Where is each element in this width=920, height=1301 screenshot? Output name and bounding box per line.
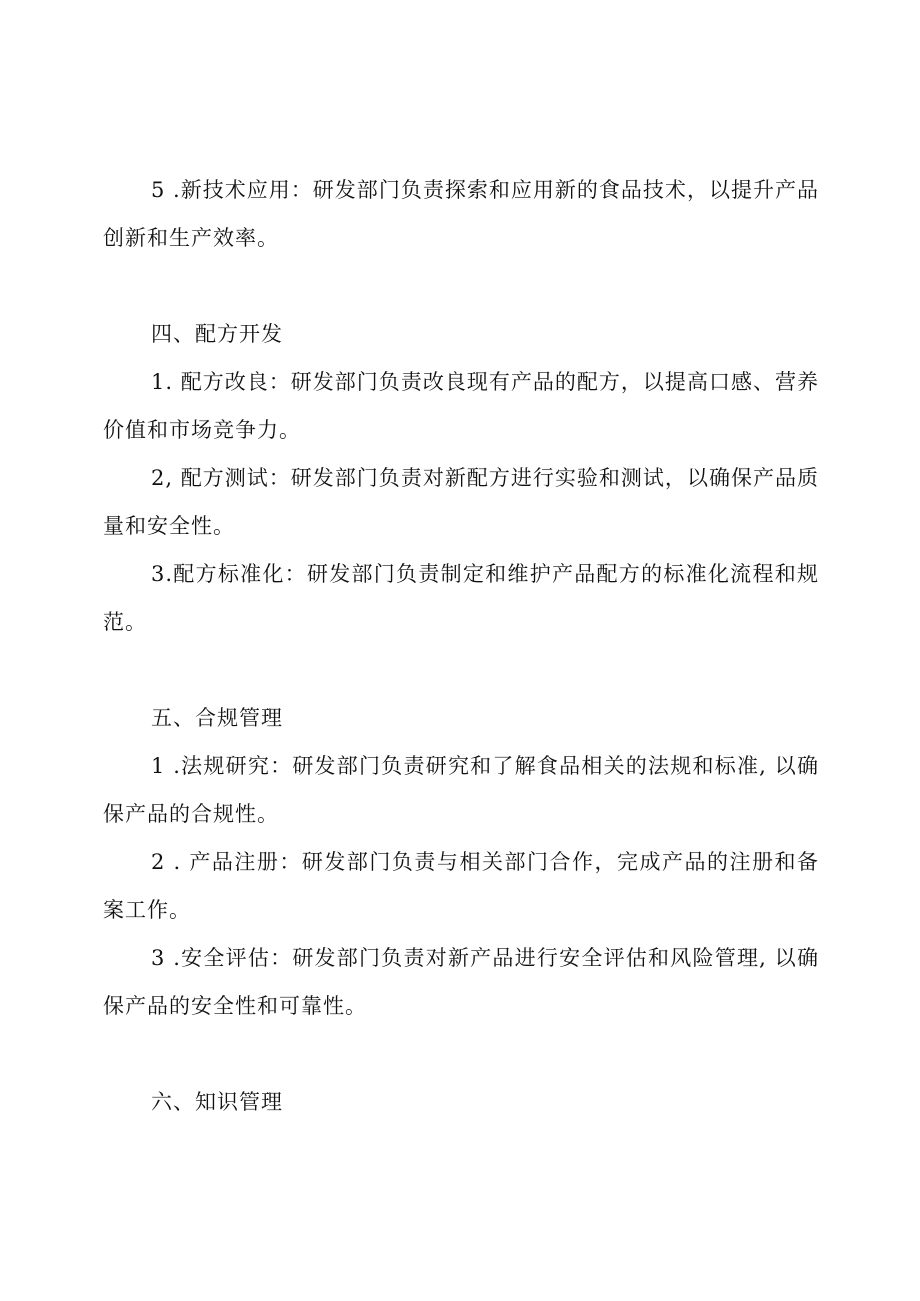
section-heading-formula-development: 四、配方开发 <box>151 322 283 346</box>
paragraph-formula-testing: 2, 配方测试：研发部门负责对新配方进行实验和测试，以确保产品质量和安全性。 <box>103 466 819 538</box>
paragraph-product-registration: 2 . 产品注册：研发部门负责与相关部门合作，完成产品的注册和备案工作。 <box>103 850 819 922</box>
paragraph-formula-improvement: 1. 配方改良：研发部门负责改良现有产品的配方，以提高口感、营养价值和市场竞争力。 <box>103 370 819 442</box>
paragraph-formula-standardization: 3.配方标准化：研发部门负责制定和维护产品配方的标准化流程和规范。 <box>103 562 819 634</box>
section-heading-compliance-management: 五、合规管理 <box>151 706 283 730</box>
paragraph-safety-assessment: 3 .安全评估：研发部门负责对新产品进行安全评估和风险管理, 以确保产品的安全性和可靠性。 <box>103 946 819 1018</box>
paragraph-regulation-research: 1 .法规研究：研发部门负责研究和了解食品相关的法规和标准, 以确保产品的合规性。 <box>103 754 819 826</box>
paragraph-new-tech-application: 5 .新技术应用：研发部门负责探索和应用新的食品技术，以提升产品创新和生产效率。 <box>103 178 819 250</box>
section-heading-knowledge-management: 六、知识管理 <box>151 1090 283 1114</box>
